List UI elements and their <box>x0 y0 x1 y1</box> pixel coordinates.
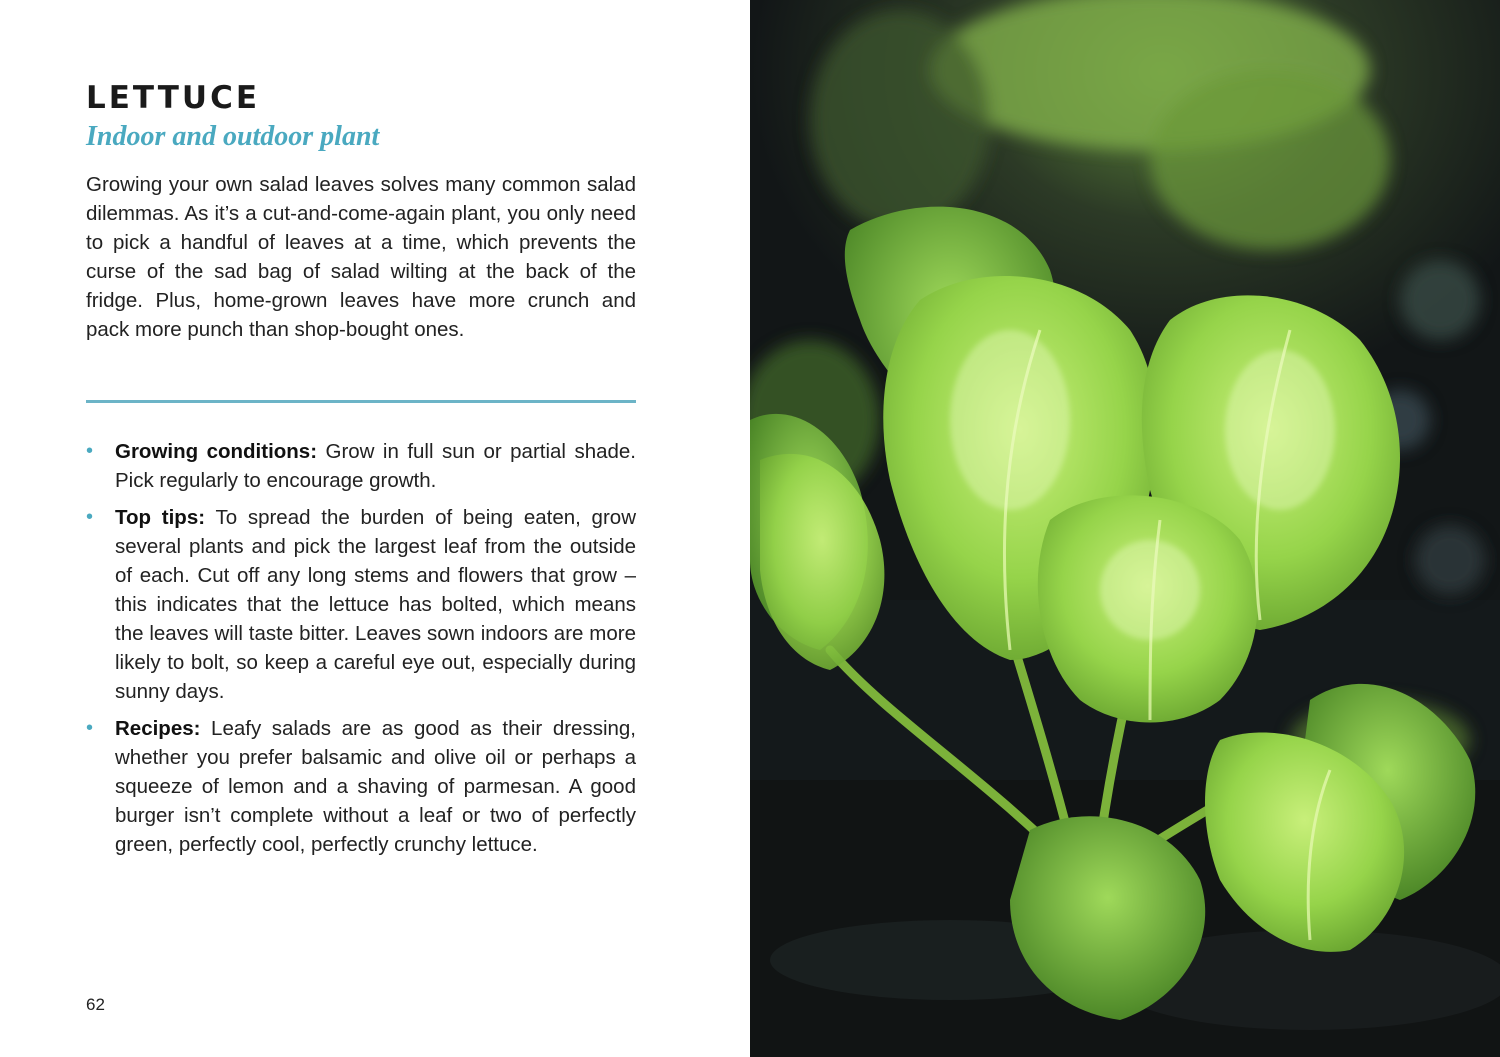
list-item-top-tips <box>86 503 636 706</box>
info-list <box>86 437 636 867</box>
lettuce-illustration <box>750 0 1500 1057</box>
bullet-text: Grow in full sun or partial shade. Pick regularly to encourage growth. <box>115 440 636 492</box>
bullet-text: To spread the burden of being eaten, grow several plants and pick the largest leaf from the outside of each. Cut off any long stems and flowers that grow – this indicates that the lettuce has bolted, which means the leaves will taste bitter. Leaves sown indoors are more likely to bolt, so keep a careful eye out, especially during sunny days. <box>115 506 636 703</box>
bullet-dot-icon: • <box>86 717 94 739</box>
bullet-label: Top tips: <box>115 506 206 529</box>
bullet-dot-icon: • <box>86 440 94 462</box>
bullet-text: Leafy salads are as good as their dressing, whether you prefer balsamic and olive oil or perhaps a squeeze of lemon and a shaving of parmesan. A good burger isn’t complete without a leaf or two of perfectly green, perfectly cool, perfectly crunchy lettuce. <box>115 717 637 856</box>
bullet-dot-icon: • <box>86 506 94 528</box>
intro-paragraph: Growing your own salad leaves solves many common salad dilemmas. As it’s a cut-and-come-again plant, you only need to pick a handful of leaves at a time, which prevents the curse of the sad bag of salad wilting at the back of the fridge. Plus, home-grown leaves have more crunch and pack more punch than shop-bought ones. <box>86 173 636 341</box>
bullet-label: Growing conditions: <box>115 440 318 463</box>
bullet-label: Recipes: <box>115 717 201 740</box>
lettuce-plant-photo <box>750 0 1500 1057</box>
list-item-growing-conditions <box>86 437 636 495</box>
page-number: 62 <box>86 995 105 1014</box>
page-title: LETTUCE <box>86 80 261 116</box>
section-divider <box>86 400 636 403</box>
page-subtitle: Indoor and outdoor plant <box>86 121 380 152</box>
list-item-recipes <box>86 714 636 859</box>
